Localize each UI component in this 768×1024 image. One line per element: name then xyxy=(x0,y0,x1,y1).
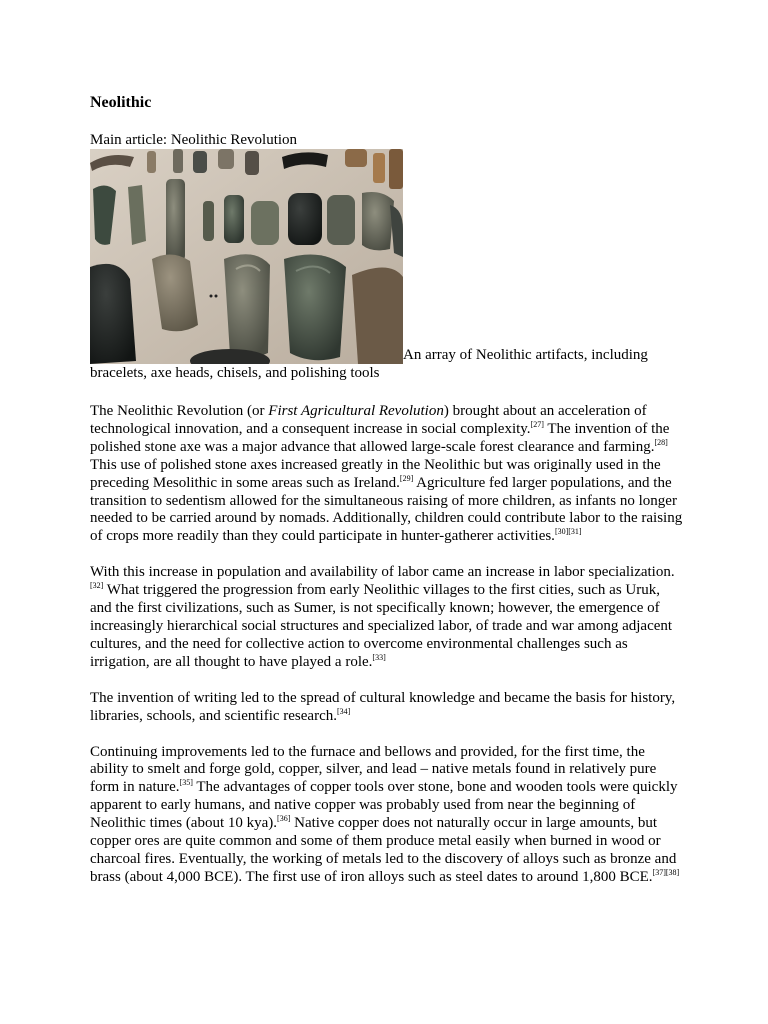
citation-link[interactable]: [32] xyxy=(90,581,104,591)
figure-caption: An array of Neolithic artifacts, including bracelets, axe heads, chisels, and polishing tools xyxy=(90,347,648,381)
citation-link[interactable]: [27] xyxy=(530,419,544,429)
text-run: The advantages of copper tools over stone, bone and wooden tools were quickly apparent to early humans, and native copper was probably used from near the beginning of Neolithic times (about 10 kya). xyxy=(90,779,678,832)
paragraph xyxy=(90,403,684,546)
artifacts-photo xyxy=(90,149,403,364)
paragraph xyxy=(90,564,684,671)
main-article-link[interactable]: Neolithic Revolution xyxy=(170,132,298,148)
citation-link[interactable]: [36] xyxy=(277,814,291,824)
citation-link[interactable]: [29] xyxy=(399,473,414,483)
text-run: With this increase in population and availability of labor came an increase in labor specialization. xyxy=(90,564,675,581)
artifacts-photo-drawing xyxy=(90,149,403,364)
text-run: ) brought about an acceleration of technological innovation, and a consequent increase in social complexity. xyxy=(90,403,647,437)
citation-link[interactable]: [34] xyxy=(337,706,351,716)
text-run: The invention of writing led to the spread of cultural knowledge and became the basis for history, libraries, schools, and scientific research. xyxy=(90,689,676,724)
section-heading: Neolithic xyxy=(90,94,152,111)
paragraph xyxy=(90,744,684,887)
main-article-prefix: Main article: xyxy=(90,132,171,148)
article-body xyxy=(90,403,684,905)
text-run: The invention of the polished stone axe was a major advance that allowed large-scale forest clearance and farming. xyxy=(90,420,670,455)
citation-link[interactable]: [35] xyxy=(179,778,193,788)
citation-link[interactable]: [37][38] xyxy=(652,867,680,877)
citation-link[interactable]: [33] xyxy=(372,652,386,662)
text-run: What triggered the progression from early Neolithic villages to the first cities, such as Uruk, and the first civilizations, such as Sumer, is not specifically known; however, the emergence of increasingly hierarchical social structures and specialized labor, of trade and war among adjacent cultures, and the need for collective action to overcome environmental challenges such as irrigation, are all thought to have played a role. xyxy=(90,582,673,670)
citation-link[interactable]: [28] xyxy=(654,437,668,447)
text-run: Native copper does not naturally occur in large amounts, but copper ores are quite common and some of them produce metal easily when burned in wood or charcoal fires. Eventually, the working of metals led to the discovery of alloys such as bronze and brass (about 4,000 BCE). The first use of iron alloys such as steel dates to around 1,800 BCE. xyxy=(90,815,677,885)
citation-link[interactable]: [30][31] xyxy=(554,527,582,537)
text-run: Continuing improvements led to the furnace and bellows and provided, for the first time, the ability to smelt and forge gold, copper, silver, and lead – native metals found in relatively pure form in nature. xyxy=(90,743,657,796)
text-run: The Neolithic Revolution (or xyxy=(90,403,269,419)
paragraph xyxy=(90,690,684,726)
emphasis-text: First Agricultural Revolution xyxy=(268,403,444,419)
text-run: Agriculture fed larger populations, and the transition to sedentism allowed for the simultaneous raising of more children, as infants no longer needed to be carried around by nomads. Additionally, children could contribute labor to the raising of crops more readily than they could participate in hunter-gatherer activities. xyxy=(90,474,683,545)
text-run: This use of polished stone axes increased greatly in the Neolithic but was originally used in the preceding Mesolithic in some areas such as Ireland. xyxy=(90,456,661,491)
figure xyxy=(90,149,690,382)
main-article-note xyxy=(90,131,297,149)
